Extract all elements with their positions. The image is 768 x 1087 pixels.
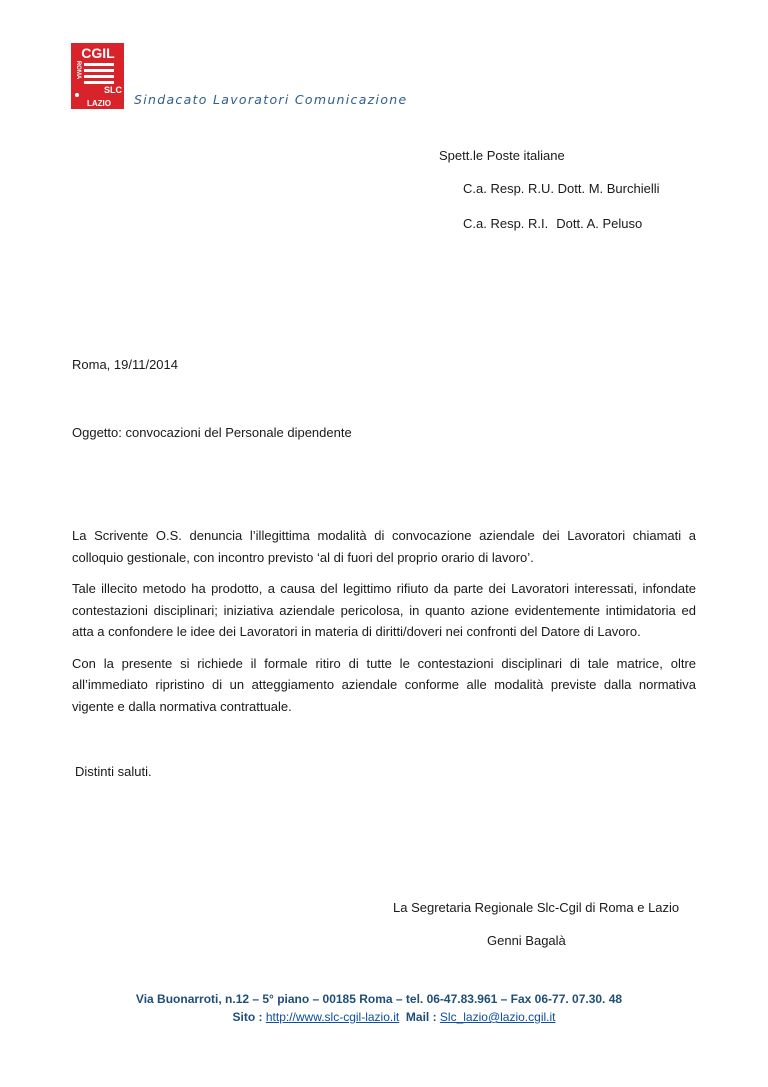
footer-site-label: Sito : [232,1010,263,1024]
letter-date: Roma, 19/11/2014 [72,357,178,372]
letter-body [72,525,696,727]
logo-brand-text: CGIL [81,45,115,61]
addressee-line-2 [463,216,642,232]
letter-subject: Oggetto: convocazioni del Personale dipendente [72,425,352,440]
signature-name: Genni Bagalà [487,933,566,948]
addressee-company: Spett.le Poste italiane [439,148,565,163]
closing-greeting: Distinti saluti. [75,764,152,779]
footer-mail-link[interactable]: Slc_lazio@lazio.cgil.it [439,1010,556,1024]
footer-contacts [0,1008,768,1026]
signature-org: La Segretaria Regionale Slc-Cgil di Roma e Lazio [393,900,680,915]
body-paragraph-3: Con la presente si richiede il formale ritiro di tutte le contestazioni disciplinari di tale matrice, oltre all’immediato ripristino di un atteggiamento aziendale conforme alle modalità previste dalla normativa vigente e dalla normativa contrattuale. [72,655,696,714]
addressee-line-2-role: C.a. Resp. R.I. [463,216,549,231]
logo-lazio-text: LAZIO [87,99,111,108]
logo-slc-text: SLC [104,85,122,95]
cgil-logo [71,43,124,109]
footer-mail-label: Mail : [405,1010,437,1024]
footer-address: Via Buonarroti, n.12 – 5° piano – 00185 Roma – tel. 06-47.83.961 – Fax 06-77. 07.30. 48 [135,992,623,1006]
footer-site-link[interactable]: http://www.slc-cgil-lazio.it [265,1010,400,1024]
addressee-line-1: C.a. Resp. R.U. Dott. M. Burchielli [463,181,660,196]
footer [0,990,768,1026]
addressee-line-2-name: Dott. A. Peluso [556,216,643,231]
union-tagline: Sindacato Lavoratori Comunicazione [134,92,408,107]
body-paragraph-1: La Scrivente O.S. denuncia l’illegittima modalità di convocazione aziendale dei Lavoratori chiamati a colloquio gestionale, con incontro previsto ‘al di fuori del proprio orario di lavoro’. [72,528,696,565]
body-paragraph-2: Tale illecito metodo ha prodotto, a causa del legittimo rifiuto da parte dei Lavoratori interessati, infondate contestazioni disciplinari; iniziativa aziendale pericolosa, in quanto azione evidentemente intimidatoria ed atta a confondere le idee dei Lavoratori in materia di diritti/doveri nei confronti del Datore di Lavoro. [72,581,696,639]
logo-roma-text: ROMA [75,60,81,80]
